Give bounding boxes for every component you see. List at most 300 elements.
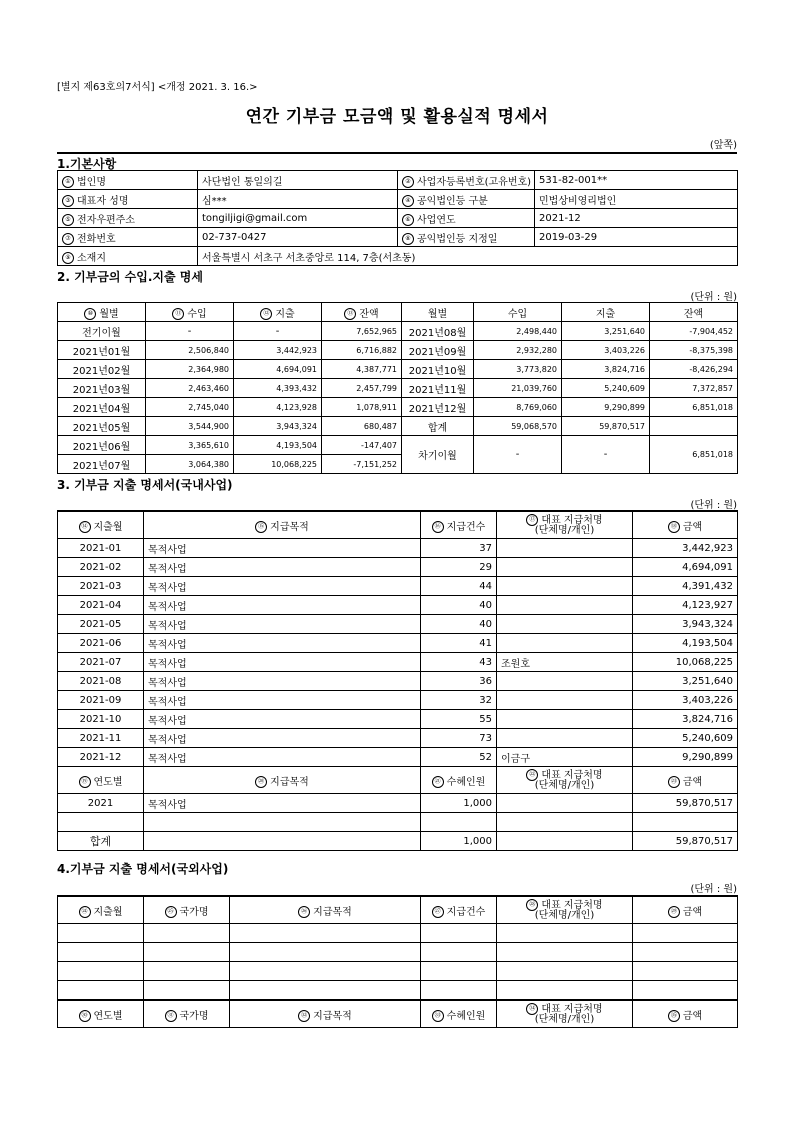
table-row xyxy=(58,417,738,436)
table-cell xyxy=(58,691,144,710)
table-cell xyxy=(144,813,421,832)
item-number: ② xyxy=(402,176,414,188)
table-cell xyxy=(58,832,144,851)
table-cell xyxy=(58,341,146,360)
cell-text: 59,870,517 xyxy=(675,835,733,847)
cell-text: 43 xyxy=(479,656,492,668)
cell-text: - xyxy=(603,449,608,460)
table-cell xyxy=(322,417,402,436)
table-cell xyxy=(633,539,738,558)
header-label: 지급목적 xyxy=(313,1010,352,1022)
table-cell xyxy=(421,832,497,851)
header-label: 전자우편주소 xyxy=(77,214,135,226)
cell-text: 2,457,799 xyxy=(356,383,397,393)
cell-text: tongiljigi@gmail.com xyxy=(202,212,308,224)
header-label: 사업자등록번호(고유번호) xyxy=(417,176,532,188)
table-cell xyxy=(322,360,402,379)
table-cell xyxy=(633,710,738,729)
table-row xyxy=(58,596,738,615)
cell-text: -7,151,252 xyxy=(353,459,397,469)
header-label: 국가명 xyxy=(179,906,209,918)
cell-text: 4,393,432 xyxy=(276,383,317,393)
header-label: 대표 지급처명 xyxy=(541,770,603,781)
header-cell xyxy=(58,511,144,539)
page-side-label: (앞쪽) xyxy=(709,140,737,151)
cell-text: 59,068,570 xyxy=(511,421,557,431)
cell-text: 목적사업 xyxy=(148,563,187,575)
header-label: 지출월 xyxy=(93,521,123,533)
header-label: 공익법인등 구분 xyxy=(417,195,488,207)
table-cell xyxy=(58,672,144,691)
table-cell xyxy=(322,322,402,341)
cell-text: 2,364,980 xyxy=(188,364,229,374)
table-cell xyxy=(474,417,562,436)
table-cell xyxy=(497,981,633,1001)
table-cell xyxy=(421,748,497,767)
table-cell xyxy=(633,794,738,813)
table-row xyxy=(58,813,738,832)
table-cell xyxy=(58,943,144,962)
cell-text: 2021-05 xyxy=(79,618,122,630)
cell-text: 2,498,440 xyxy=(516,326,557,336)
item-number: ⑪ xyxy=(172,308,184,320)
table-cell xyxy=(633,691,738,710)
table-cell xyxy=(146,360,234,379)
table-row xyxy=(58,981,738,1001)
header-cell xyxy=(398,228,535,247)
table-header-row xyxy=(58,511,738,539)
table-cell xyxy=(421,577,497,596)
cell-text: 잔액 xyxy=(683,308,704,320)
item-number: ㉛ xyxy=(165,1010,177,1022)
item-number: ⑲ xyxy=(79,776,91,788)
header-label: 수입 xyxy=(187,308,207,320)
table-row xyxy=(58,171,738,190)
table-cell xyxy=(58,398,146,417)
cell-text: 6,716,882 xyxy=(356,345,397,355)
domestic-unit: (단위 : 원) xyxy=(690,500,737,511)
item-number: ㉘ xyxy=(526,899,538,911)
cell-text: 02-737-0427 xyxy=(202,231,267,243)
table-cell xyxy=(146,341,234,360)
table-cell xyxy=(198,171,398,190)
table-cell xyxy=(421,558,497,577)
table-cell xyxy=(535,209,738,228)
item-number: ㉑ xyxy=(432,776,444,788)
table-cell xyxy=(474,379,562,398)
table-cell xyxy=(497,943,633,962)
table-cell xyxy=(198,209,398,228)
item-number: ㉓ xyxy=(668,776,680,788)
table-cell xyxy=(421,539,497,558)
header-cell xyxy=(144,1000,230,1028)
table-cell xyxy=(421,634,497,653)
table-cell xyxy=(650,379,738,398)
cell-text: 10,068,225 xyxy=(271,459,317,469)
header-label: 수혜인원 xyxy=(446,1010,486,1022)
table-cell xyxy=(421,981,497,1001)
cell-text: 지출 xyxy=(595,308,616,320)
table-cell xyxy=(230,924,421,943)
header-label: 금액 xyxy=(682,521,703,533)
header-cell xyxy=(144,767,421,794)
table-cell xyxy=(144,943,230,962)
header-sublabel: (단체명/개인) xyxy=(534,910,595,921)
header-label: 지출월 xyxy=(93,906,123,918)
cell-text: 531-82-001** xyxy=(539,174,608,186)
item-number: ⑱ xyxy=(668,521,680,533)
table-cell xyxy=(144,729,421,748)
cell-text: 3,824,716 xyxy=(682,713,733,725)
cell-text: 2021년06월 xyxy=(72,441,131,453)
table-cell xyxy=(198,190,398,209)
cell-text: 2021-10 xyxy=(79,713,122,725)
cell-text: 4,694,091 xyxy=(276,364,317,374)
header-cell xyxy=(58,303,146,322)
table-cell xyxy=(497,813,633,832)
table-cell xyxy=(58,615,144,634)
table-row xyxy=(58,615,738,634)
table-cell xyxy=(421,924,497,943)
table-cell xyxy=(144,832,421,851)
item-number: ㉗ xyxy=(432,906,444,918)
cell-text: 4,391,432 xyxy=(682,580,733,592)
cell-text: 40 xyxy=(479,599,492,611)
cell-text: 2021-03 xyxy=(79,580,122,592)
table-row xyxy=(58,436,738,455)
overseas-unit: (단위 : 원) xyxy=(690,884,737,895)
table-cell xyxy=(633,634,738,653)
item-number: ㉙ xyxy=(668,906,680,918)
cell-text: 목적사업 xyxy=(148,658,187,670)
table-cell xyxy=(146,322,234,341)
table-cell xyxy=(497,748,633,767)
table-cell xyxy=(633,813,738,832)
cell-text: 55 xyxy=(479,713,492,725)
form-reference: [별지 제63호의7서식] <개정 2021. 3. 16.> xyxy=(57,82,258,93)
cell-text: 52 xyxy=(479,751,492,763)
table-cell xyxy=(421,794,497,813)
cell-text: 2021-12 xyxy=(539,212,581,224)
header-cell xyxy=(58,1000,144,1028)
table-cell xyxy=(650,417,738,436)
table-cell xyxy=(497,962,633,981)
header-label: 지급목적 xyxy=(270,521,309,533)
header-cell xyxy=(633,1000,738,1028)
table-cell xyxy=(497,710,633,729)
table-row xyxy=(58,748,738,767)
cell-text: 2021년09월 xyxy=(408,346,467,358)
cell-text: 3,064,380 xyxy=(188,459,229,469)
table-row xyxy=(58,398,738,417)
cell-text: 목적사업 xyxy=(148,715,187,727)
table-cell xyxy=(402,379,474,398)
header-label: 국가명 xyxy=(179,1010,209,1022)
table-cell xyxy=(633,672,738,691)
header-cell xyxy=(144,511,421,539)
item-number: ㉔ xyxy=(79,906,91,918)
cell-text: 목적사업 xyxy=(148,620,187,632)
header-label: 대표 지급처명 xyxy=(541,1004,603,1015)
table-cell xyxy=(633,943,738,962)
cell-text: 2,932,280 xyxy=(516,345,557,355)
cell-text: 목적사업 xyxy=(148,544,187,556)
table-header-row xyxy=(58,896,738,924)
cell-text: 목적사업 xyxy=(148,753,187,765)
cell-text: 2021년12월 xyxy=(408,403,467,415)
table-row xyxy=(58,653,738,672)
header-cell xyxy=(58,171,198,190)
cell-text: 10,068,225 xyxy=(675,656,733,668)
item-number: ㉜ xyxy=(298,1010,310,1022)
header-cell xyxy=(58,209,198,228)
table-cell xyxy=(474,360,562,379)
cell-text: 4,193,504 xyxy=(276,440,317,450)
cell-text: 4,123,927 xyxy=(682,599,733,611)
table-cell xyxy=(144,924,230,943)
table-row xyxy=(58,190,738,209)
table-cell xyxy=(322,455,402,474)
table-cell xyxy=(234,398,322,417)
table-cell xyxy=(230,943,421,962)
table-cell xyxy=(497,729,633,748)
header-label: 대표 지급처명 xyxy=(541,515,603,526)
header-sublabel: (단체명/개인) xyxy=(534,525,595,536)
cell-text: 3,403,226 xyxy=(604,345,645,355)
table-cell xyxy=(144,558,421,577)
header-label: 소재지 xyxy=(77,252,106,264)
header-cell xyxy=(322,303,402,322)
header-cell xyxy=(58,190,198,209)
header-cell xyxy=(421,1000,497,1028)
cell-text: - xyxy=(187,325,192,337)
table-cell xyxy=(535,190,738,209)
cell-text: 2,506,840 xyxy=(188,345,229,355)
table-cell xyxy=(58,322,146,341)
table-row xyxy=(58,341,738,360)
item-number: ⑥ xyxy=(402,214,414,226)
table-cell xyxy=(58,360,146,379)
header-sublabel: (단체명/개인) xyxy=(534,1014,595,1025)
item-number: ④ xyxy=(402,195,414,207)
header-cell xyxy=(421,511,497,539)
cell-text: 29 xyxy=(479,561,492,573)
table-row xyxy=(58,924,738,943)
header-cell xyxy=(633,896,738,924)
table-row xyxy=(58,943,738,962)
cell-text: 4,694,091 xyxy=(682,561,733,573)
item-number: ㉞ xyxy=(526,1003,538,1015)
cell-text: 합계 xyxy=(89,835,112,848)
header-label: 사업연도 xyxy=(417,214,456,226)
table-cell xyxy=(146,455,234,474)
table-cell xyxy=(633,832,738,851)
cell-text: 32 xyxy=(479,694,492,706)
table-cell xyxy=(633,924,738,943)
table-cell xyxy=(402,417,474,436)
cell-text: 2021년08월 xyxy=(408,327,467,339)
cell-text: 심*** xyxy=(202,195,227,207)
table-header-row xyxy=(58,1000,738,1028)
table-cell xyxy=(497,634,633,653)
table-cell xyxy=(633,748,738,767)
table-cell xyxy=(58,379,146,398)
table-cell xyxy=(474,398,562,417)
table-cell xyxy=(633,981,738,1001)
header-label: 지출 xyxy=(275,308,295,320)
header-label: 금액 xyxy=(682,776,703,788)
cell-text: 3,251,640 xyxy=(604,326,645,336)
table-row xyxy=(58,691,738,710)
table-cell xyxy=(144,962,230,981)
item-number: ⑳ xyxy=(255,776,267,788)
income-unit: (단위 : 원) xyxy=(690,292,737,303)
header-cell xyxy=(421,767,497,794)
header-label: 대표자 성명 xyxy=(77,195,129,207)
cell-text: 1,000 xyxy=(463,835,492,847)
header-cell xyxy=(234,303,322,322)
table-cell xyxy=(562,322,650,341)
table-cell xyxy=(322,341,402,360)
table-cell xyxy=(562,398,650,417)
cell-text: 2021-06 xyxy=(79,637,122,649)
table-row xyxy=(58,672,738,691)
table-cell xyxy=(58,981,144,1001)
table-cell xyxy=(58,558,144,577)
cell-text: 2021년05월 xyxy=(72,422,131,434)
cell-text: 목적사업 xyxy=(148,696,187,708)
table-cell xyxy=(497,615,633,634)
table-row xyxy=(58,379,738,398)
table-cell xyxy=(144,748,421,767)
item-number: ⑧ xyxy=(402,233,414,245)
table-cell xyxy=(58,436,146,455)
cell-text: 3,442,923 xyxy=(276,345,317,355)
table-cell xyxy=(58,924,144,943)
table-cell xyxy=(144,577,421,596)
table-row xyxy=(58,322,738,341)
cell-text: -8,426,294 xyxy=(689,364,733,374)
table-cell xyxy=(234,360,322,379)
cell-text: 목적사업 xyxy=(148,601,187,613)
table-total-row xyxy=(58,832,738,851)
item-number: ⑩ xyxy=(84,308,96,320)
cell-text: 9,290,899 xyxy=(682,751,733,763)
item-number: ⑦ xyxy=(62,233,74,245)
cell-text: 3,824,716 xyxy=(604,364,645,374)
table-cell xyxy=(633,729,738,748)
table-cell xyxy=(650,322,738,341)
table-cell xyxy=(234,455,322,474)
header-label: 지급목적 xyxy=(270,776,309,788)
cell-text: 3,943,324 xyxy=(682,618,733,630)
cell-text: 조원호 xyxy=(501,658,530,670)
table-cell xyxy=(402,303,474,322)
header-cell xyxy=(230,896,421,924)
cell-text: 2021-02 xyxy=(79,561,122,573)
table-cell xyxy=(421,653,497,672)
table-cell xyxy=(144,981,230,1001)
cell-text: 사단법인 통일의길 xyxy=(202,176,283,188)
cell-text: 40 xyxy=(479,618,492,630)
cell-text: - xyxy=(275,325,280,337)
cell-text: 이금구 xyxy=(501,753,530,765)
header-label: 대표 지급처명 xyxy=(541,900,603,911)
overseas-expense-table xyxy=(57,895,738,1028)
header-cell xyxy=(497,1000,633,1028)
cell-text: 목적사업 xyxy=(148,799,187,811)
table-cell xyxy=(234,341,322,360)
table-cell xyxy=(421,710,497,729)
table-cell xyxy=(421,615,497,634)
table-cell xyxy=(146,379,234,398)
item-number: ㉖ xyxy=(298,906,310,918)
table-cell xyxy=(633,558,738,577)
table-cell xyxy=(58,748,144,767)
table-cell xyxy=(144,672,421,691)
cell-text: 목적사업 xyxy=(148,677,187,689)
table-cell xyxy=(144,615,421,634)
header-label: 법인명 xyxy=(77,176,106,188)
cell-text: 3,773,820 xyxy=(516,364,557,374)
header-cell xyxy=(58,228,198,247)
table-row xyxy=(58,710,738,729)
cell-text: 2021년03월 xyxy=(72,384,131,396)
table-cell xyxy=(402,360,474,379)
table-cell xyxy=(497,794,633,813)
table-cell xyxy=(322,398,402,417)
table-cell xyxy=(58,634,144,653)
cell-text: 2021년02월 xyxy=(72,365,131,377)
cell-text: 2021-01 xyxy=(79,542,122,554)
item-number: ③ xyxy=(62,195,74,207)
cell-text: 44 xyxy=(479,580,492,592)
table-cell xyxy=(474,436,562,474)
table-row xyxy=(58,634,738,653)
table-cell xyxy=(198,228,398,247)
table-cell xyxy=(633,653,738,672)
header-sublabel: (단체명/개인) xyxy=(534,780,595,791)
header-label: 금액 xyxy=(682,1010,703,1022)
cell-text: 59,870,517 xyxy=(599,421,645,431)
table-row xyxy=(58,228,738,247)
header-label: 공익법인등 지정일 xyxy=(417,233,498,245)
table-cell xyxy=(497,596,633,615)
table-row xyxy=(58,729,738,748)
cell-text: 월별 xyxy=(427,308,448,320)
cell-text: 2021-07 xyxy=(79,656,122,668)
item-number: ⑮ xyxy=(255,521,267,533)
table-cell xyxy=(497,832,633,851)
header-label: 월별 xyxy=(99,308,119,320)
table-cell xyxy=(421,691,497,710)
cell-text: 6,851,018 xyxy=(692,402,733,412)
table-cell xyxy=(146,398,234,417)
table-cell xyxy=(144,710,421,729)
cell-text: 2,463,460 xyxy=(188,383,229,393)
table-cell xyxy=(497,691,633,710)
item-number: ㉕ xyxy=(165,906,177,918)
table-cell xyxy=(58,962,144,981)
table-cell xyxy=(144,691,421,710)
table-cell xyxy=(230,962,421,981)
item-number: ㉝ xyxy=(432,1010,444,1022)
header-cell xyxy=(398,190,535,209)
cell-text: 36 xyxy=(479,675,492,687)
item-number: ⑤ xyxy=(62,214,74,226)
cell-text: -8,375,398 xyxy=(689,345,733,355)
table-cell xyxy=(421,962,497,981)
